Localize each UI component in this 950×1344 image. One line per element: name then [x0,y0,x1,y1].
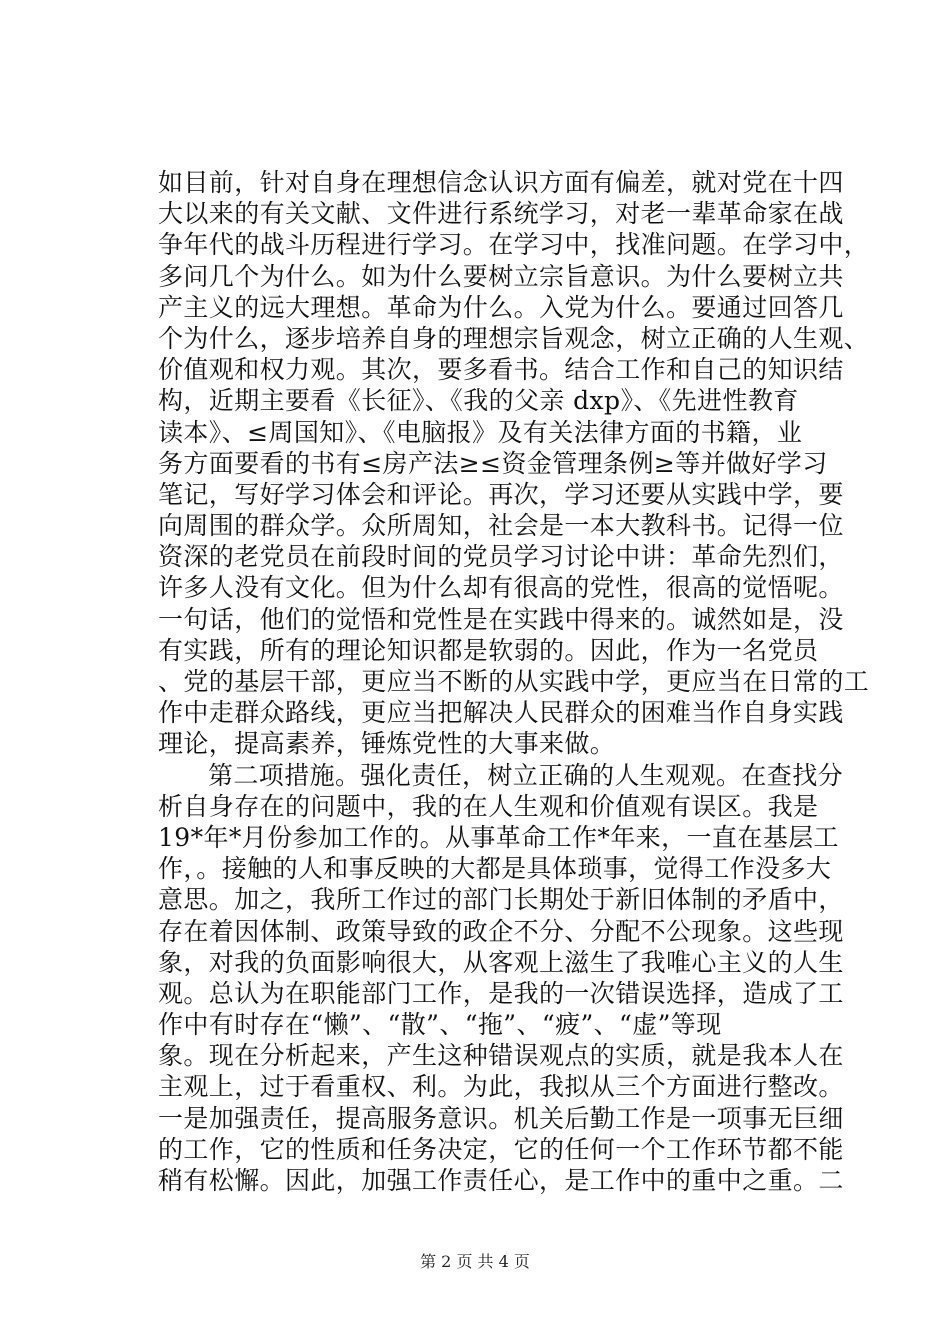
text-line: 观。总认为在职能部门工作，是我的一次错误选择，造成了工 [158,978,844,1008]
text-line: 构，近期主要看《长征》、《我的父亲 dxp》、《先进性教育 [158,386,799,416]
text-line: 读本》、≤周国知》、《电脑报》及有关法律方面的书籍，业 [158,417,803,447]
page-footer [0,1252,950,1272]
text-line: 作中有时存在“懒”、“散”、“拖”、“疲”、“虚”等现 [158,1010,722,1040]
text-line: 的工作，它的性质和任务决定，它的任何一个工作环节都不能 [158,1134,844,1164]
text-line: 稍有松懈。因此，加强工作责任心，是工作中的重中之重。二 [158,1166,844,1195]
text-line: 作中走群众路线，更应当把解决人民群众的困难当作自身实践 [158,698,844,728]
text-line: 象，对我的负面影响很大，从客观上滋生了我唯心主义的人生 [158,947,844,977]
text-line: 多问几个为什么。如为什么要树立宗旨意识。为什么要树立共 [158,261,844,291]
text-line: 意思。加之，我所工作过的部门长期处于新旧体制的矛盾中， [158,885,844,915]
text-line: 资深的老党员在前段时间的党员学习讨论中讲：革命先烈们， [158,542,844,572]
text-line: 大以来的有关文献、文件进行系统学习，对老一辈革命家在战 [158,199,844,229]
text-line: 个为什么，逐步培养自身的理想宗旨观念，树立正确的人生观、 [158,323,870,353]
text-line: 、党的基层干部，更应当不断的从实践中学，更应当在日常的工 [158,667,870,696]
text-line: 许多人没有文化。但为什么却有很高的党性，很高的觉悟呢。 [158,573,844,603]
text-line: 争年代的战斗历程进行学习。在学习中，找准问题。在学习中， [158,230,870,260]
text-line: 产主义的远大理想。革命为什么。入党为什么。要通过回答几 [158,292,844,322]
text-line: 务方面要看的书有≤房产法≥≤资金管理条例≥等并做好学习 [158,448,828,478]
text-line: 一是加强责任，提高服务意识。机关后勤工作是一项事无巨细 [158,1103,844,1133]
text-line: 有实践，所有的理论知识都是软弱的。因此，作为一名党员 [158,635,819,665]
text-line: 主观上，过于看重权、利。为此，我拟从三个方面进行整改。 [158,1072,844,1102]
text-line: 笔记，写好学习体会和评论。再次，学习还要从实践中学，要 [158,479,844,509]
text-line: 一句话，他们的觉悟和党性是在实践中得来的。诚然如是，没 [158,604,844,634]
text-line: 析自身存在的问题中，我的在人生观和价值观有误区。我是 [158,791,819,821]
text-line: 理论，提高素养，锤炼党性的大事来做。 [158,729,616,759]
text-line: 如目前，针对自身在理想信念认识方面有偏差，就对党在十四 [158,168,844,197]
text-line: 19*年*月份参加工作的。从事革命工作*年来，一直在基层工 [158,822,839,852]
text-line: 向周围的群众学。众所周知，社会是一本大教科书。记得一位 [158,511,844,541]
paragraph-start-line: 第二项措施。强化责任，树立正确的人生观观。在查找分 [208,760,844,790]
text-line: 价值观和权力观。其次，要多看书。结合工作和自己的知识结 [158,355,844,385]
text-line: 作，。接触的人和事反映的大都是具体琐事，觉得工作没多大 [158,854,832,884]
text-line: 存在着因体制、政策导致的政企不分、分配不公现象。这些现 [158,916,844,946]
page-number: 第 2 页 共 4 页 [420,1252,530,1271]
text-line: 象。现在分析起来，产生这种错误观点的实质，就是我本人在 [158,1041,844,1071]
document-body [158,167,870,1196]
